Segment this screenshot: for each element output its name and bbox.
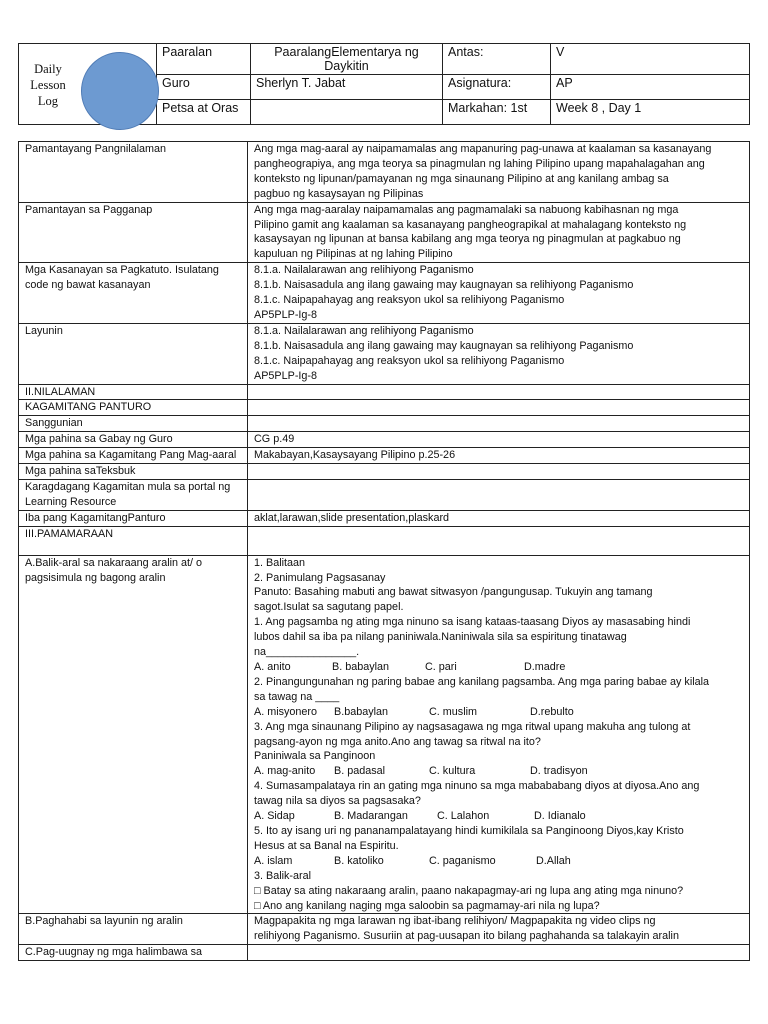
- teacher-label: Guro: [157, 75, 251, 100]
- content-line: pagbuo ng kasaysayan ng Pilipinas: [254, 187, 424, 200]
- content-line: Magpapakita ng mga larawan ng ibat-ibang relihiyon/ Magpapakita ng video clips ng: [254, 915, 656, 928]
- week-day-value: Week 8 , Day 1: [551, 100, 750, 125]
- row-content: [248, 416, 750, 432]
- choice: D.madre: [524, 661, 566, 673]
- content-line: 8.1.a. Nailalarawan ang relihiyong Paganismo: [254, 324, 474, 337]
- row-label: Sanggunian: [19, 416, 248, 432]
- choice: B. katoliko: [334, 854, 384, 867]
- choice: C. kultura: [429, 765, 476, 778]
- row-content: [248, 448, 750, 464]
- choice: D. tradisyon: [530, 765, 588, 778]
- row-content: [248, 510, 750, 526]
- row-content: [248, 914, 750, 945]
- table-row: [19, 479, 750, 510]
- table-row: [19, 526, 750, 555]
- choice: D.rebulto: [530, 705, 574, 718]
- row-label: B.Paghahabi sa layunin ng aralin: [19, 914, 248, 945]
- intro-line: Panuto: Basahing mabuti ang bawat sitwasyon /pangungusap. Tukuyin ang tamang: [254, 586, 653, 599]
- choice: B. padasal: [334, 765, 386, 778]
- question-line: 2. Pinangungunahan ng paring babae ang kanilang pagsamba. Ang mga paring babae ay kilala: [254, 675, 710, 688]
- content-line: pangheograpiya, ang mga teorya sa pinagmulan ng lahing Pilipino upang mapahalagahan ang: [254, 157, 705, 170]
- content-line: Pilipino gamit ang kaalaman sa kasanayang pangheograpikal at mahalagang konteksto ng: [254, 218, 687, 231]
- choice: C. pari: [425, 661, 457, 673]
- content-line: aklat,larawan,slide presentation,plaskard: [254, 511, 450, 524]
- question-line: sa tawag na ____: [254, 690, 340, 703]
- intro-line: 1. Balitaan: [254, 556, 306, 569]
- content-line: Makabayan,Kasaysayang Pilipino p.25-26: [254, 449, 456, 462]
- school-value: PaaralangElementarya ng Daykitin: [251, 44, 443, 75]
- content-line: 8.1.c. Naipapahayag ang reaksyon ukol sa relihiyong Paganismo: [254, 354, 565, 367]
- lesson-plan-table: [18, 141, 750, 961]
- table-row: [19, 464, 750, 480]
- content-line: CG p.49: [254, 433, 295, 446]
- intro-line: 2. Panimulang Pagsasanay: [254, 571, 386, 584]
- question-line: 3. Ang mga sinaunang Pilipino ay nagsasagawa ng mga ritwal upang makuha ang tulong at: [254, 720, 691, 733]
- content-line: 8.1.b. Naisasadula ang ilang gawaing may kaugnayan sa relihiyong Paganismo: [254, 279, 634, 292]
- row-label: Mga pahina sa Kagamitang Pang Mag-aaral: [19, 448, 248, 464]
- table-row: [19, 945, 750, 961]
- question-line: lubos dahil sa iba pa nilang paniniwala.Naniniwala sila sa espiritung tinatawag: [254, 631, 627, 644]
- content-line: Ang mga mag-aaral ay naipamamalas ang mapanuring pag-unawa at kaalaman sa kasanayang: [254, 143, 712, 155]
- question-line: 1. Ang pagsamba ng ating mga ninuno sa isang kataas-taasang Diyos ay masasabing hindi: [254, 616, 691, 629]
- row-label: Iba pang KagamitangPanturo: [19, 510, 248, 526]
- grade-value: V: [551, 44, 750, 75]
- quarter-label: Markahan: 1st: [443, 100, 551, 125]
- intro-line: sagot.Isulat sa sagutang papel.: [254, 601, 404, 614]
- question-line: Paniniwala sa Panginoon: [254, 750, 376, 763]
- row-label: Layunin: [19, 323, 248, 384]
- content-line: 8.1.c. Naipapahayag ang reaksyon ukol sa relihiyong Paganismo: [254, 294, 565, 307]
- row-label: III.PAMAMARAAN: [19, 526, 248, 555]
- table-row: [19, 510, 750, 526]
- question-line: 5. Ito ay isang uri ng pananampalatayang hindi kumikilala sa Panginoong Diyos,kay Kristo: [254, 824, 684, 837]
- table-row: [19, 416, 750, 432]
- row-label: Pamantayang Pangnilalaman: [19, 142, 248, 203]
- row-content: [248, 323, 750, 384]
- header-row-1: [19, 44, 750, 75]
- content-line: 8.1.a. Nailalarawan ang relihiyong Paganismo: [254, 264, 474, 277]
- choices-line: [254, 705, 743, 720]
- daily-lesson-log-title: [26, 61, 70, 109]
- subject-value: AP: [551, 75, 750, 100]
- teacher-value: Sherlyn T. Jabat: [251, 75, 443, 100]
- row-label: Mga pahina sa Gabay ng Guro: [19, 432, 248, 448]
- table-row: [19, 142, 750, 203]
- row-content: [248, 945, 750, 961]
- question-line: 4. Sumasampalataya rin an gating mga ninuno sa mga mabababang diyos at diyosa.Ano ang: [254, 780, 700, 793]
- row-content: [248, 464, 750, 480]
- table-row: [19, 202, 750, 263]
- content-line: AP5PLP-Ig-8: [254, 369, 318, 382]
- content-line: Ang mga mag-aaralay naipamamalas ang pagmamalaki sa nabuong kabihasnan ng mga: [254, 203, 679, 216]
- choice: A. misyonero: [254, 705, 318, 718]
- review-line: □ Ano ang kanilang naging mga saloobin sa pagmamay-ari nila ng lupa?: [254, 899, 600, 912]
- choice: A. anito: [254, 661, 291, 673]
- row-label: KAGAMITANG PANTURO: [19, 400, 248, 416]
- question-line: pagsang-ayon ng mga anito.Ano ang tawag sa ritwal na ito?: [254, 735, 541, 748]
- choice: C. Lalahon: [437, 810, 490, 823]
- choices-line: [254, 660, 743, 675]
- row-label: A.Balik-aral sa nakaraang aralin at/ o pagsisimula ng bagong aralin: [19, 555, 248, 914]
- school-label: Paaralan: [157, 44, 251, 75]
- row-content: [248, 202, 750, 263]
- choice: A. islam: [254, 854, 293, 867]
- choice: A. mag-anito: [254, 765, 316, 778]
- choices-line: [254, 764, 743, 779]
- choices-line: [254, 809, 743, 824]
- content-line: kapuluan ng Pilipinas at ng lahing Pilipino: [254, 248, 453, 261]
- row-label: Pamantayan sa Pagganap: [19, 202, 248, 263]
- choice: B.babaylan: [334, 705, 389, 718]
- row-content: [248, 263, 750, 324]
- table-row: [19, 384, 750, 400]
- row-content: [248, 384, 750, 400]
- row-label: Mga Kasanayan sa Pagkatuto. Isulatang code ng bawat kasanayan: [19, 263, 248, 324]
- table-row: [19, 400, 750, 416]
- content-line: AP5PLP-Ig-8: [254, 308, 318, 321]
- question-line: tawag nila sa diyos sa pagsasaka?: [254, 795, 421, 808]
- row-label: Karagdagang Kagamitan mula sa portal ng Learning Resource: [19, 479, 248, 510]
- title-line: Daily: [34, 62, 62, 76]
- table-row: [19, 263, 750, 324]
- content-line: 8.1.b. Naisasadula ang ilang gawaing may kaugnayan sa relihiyong Paganismo: [254, 339, 634, 352]
- title-cell: [19, 44, 157, 125]
- choice: D.Allah: [536, 854, 571, 867]
- date-label: Petsa at Oras: [157, 100, 251, 125]
- row-label: Mga pahina saTeksbuk: [19, 464, 248, 480]
- review-line: □ Batay sa ating nakaraang aralin, paano nakapagmay-ari ng lupa ang ating mga ninuno?: [254, 884, 684, 897]
- date-value: [251, 100, 443, 125]
- choice: A. Sidap: [254, 810, 295, 823]
- title-line: Lesson: [30, 78, 66, 92]
- choices-line: [254, 854, 743, 869]
- choice: C. paganismo: [429, 854, 496, 867]
- content-line: relihiyong Paganismo. Susuriin at pag-uusapan ito bilang paghahanda sa talakayin aralin: [254, 930, 679, 943]
- table-row: [19, 555, 750, 914]
- row-content: [248, 526, 750, 555]
- row-content: [248, 479, 750, 510]
- choice: B. babaylan: [332, 661, 390, 673]
- choice: B. Madarangan: [334, 810, 408, 823]
- content-line: konteksto ng lipunan/pamayanan ng mga sinaunang Pilipino at ang kanilang ambag sa: [254, 172, 669, 185]
- row-content: [248, 432, 750, 448]
- grade-label: Antas:: [443, 44, 551, 75]
- table-row: [19, 323, 750, 384]
- table-row: [19, 914, 750, 945]
- question-line: na_______________.: [254, 646, 360, 659]
- choice: D. Idianalo: [534, 810, 586, 823]
- title-line: Log: [37, 94, 59, 108]
- choice: C. muslim: [429, 705, 477, 718]
- activity-content: [248, 555, 750, 914]
- question-line: Hesus at sa Banal na Espiritu.: [254, 839, 399, 852]
- subject-label: Asignatura:: [443, 75, 551, 100]
- header-table: [18, 43, 750, 125]
- content-line: kasaysayan ng lipunan at bansa kabilang ang mga teorya ng pinagmulan at pagkabuo ng: [254, 233, 681, 246]
- table-row: [19, 432, 750, 448]
- row-label: II.NILALAMAN: [19, 384, 248, 400]
- row-label: C.Pag-uugnay ng mga halimbawa sa: [19, 945, 248, 961]
- logo-circle: [81, 52, 159, 130]
- table-row: [19, 448, 750, 464]
- row-content: [248, 400, 750, 416]
- review-line: 3. Balik-aral: [254, 869, 312, 882]
- row-content: [248, 142, 750, 203]
